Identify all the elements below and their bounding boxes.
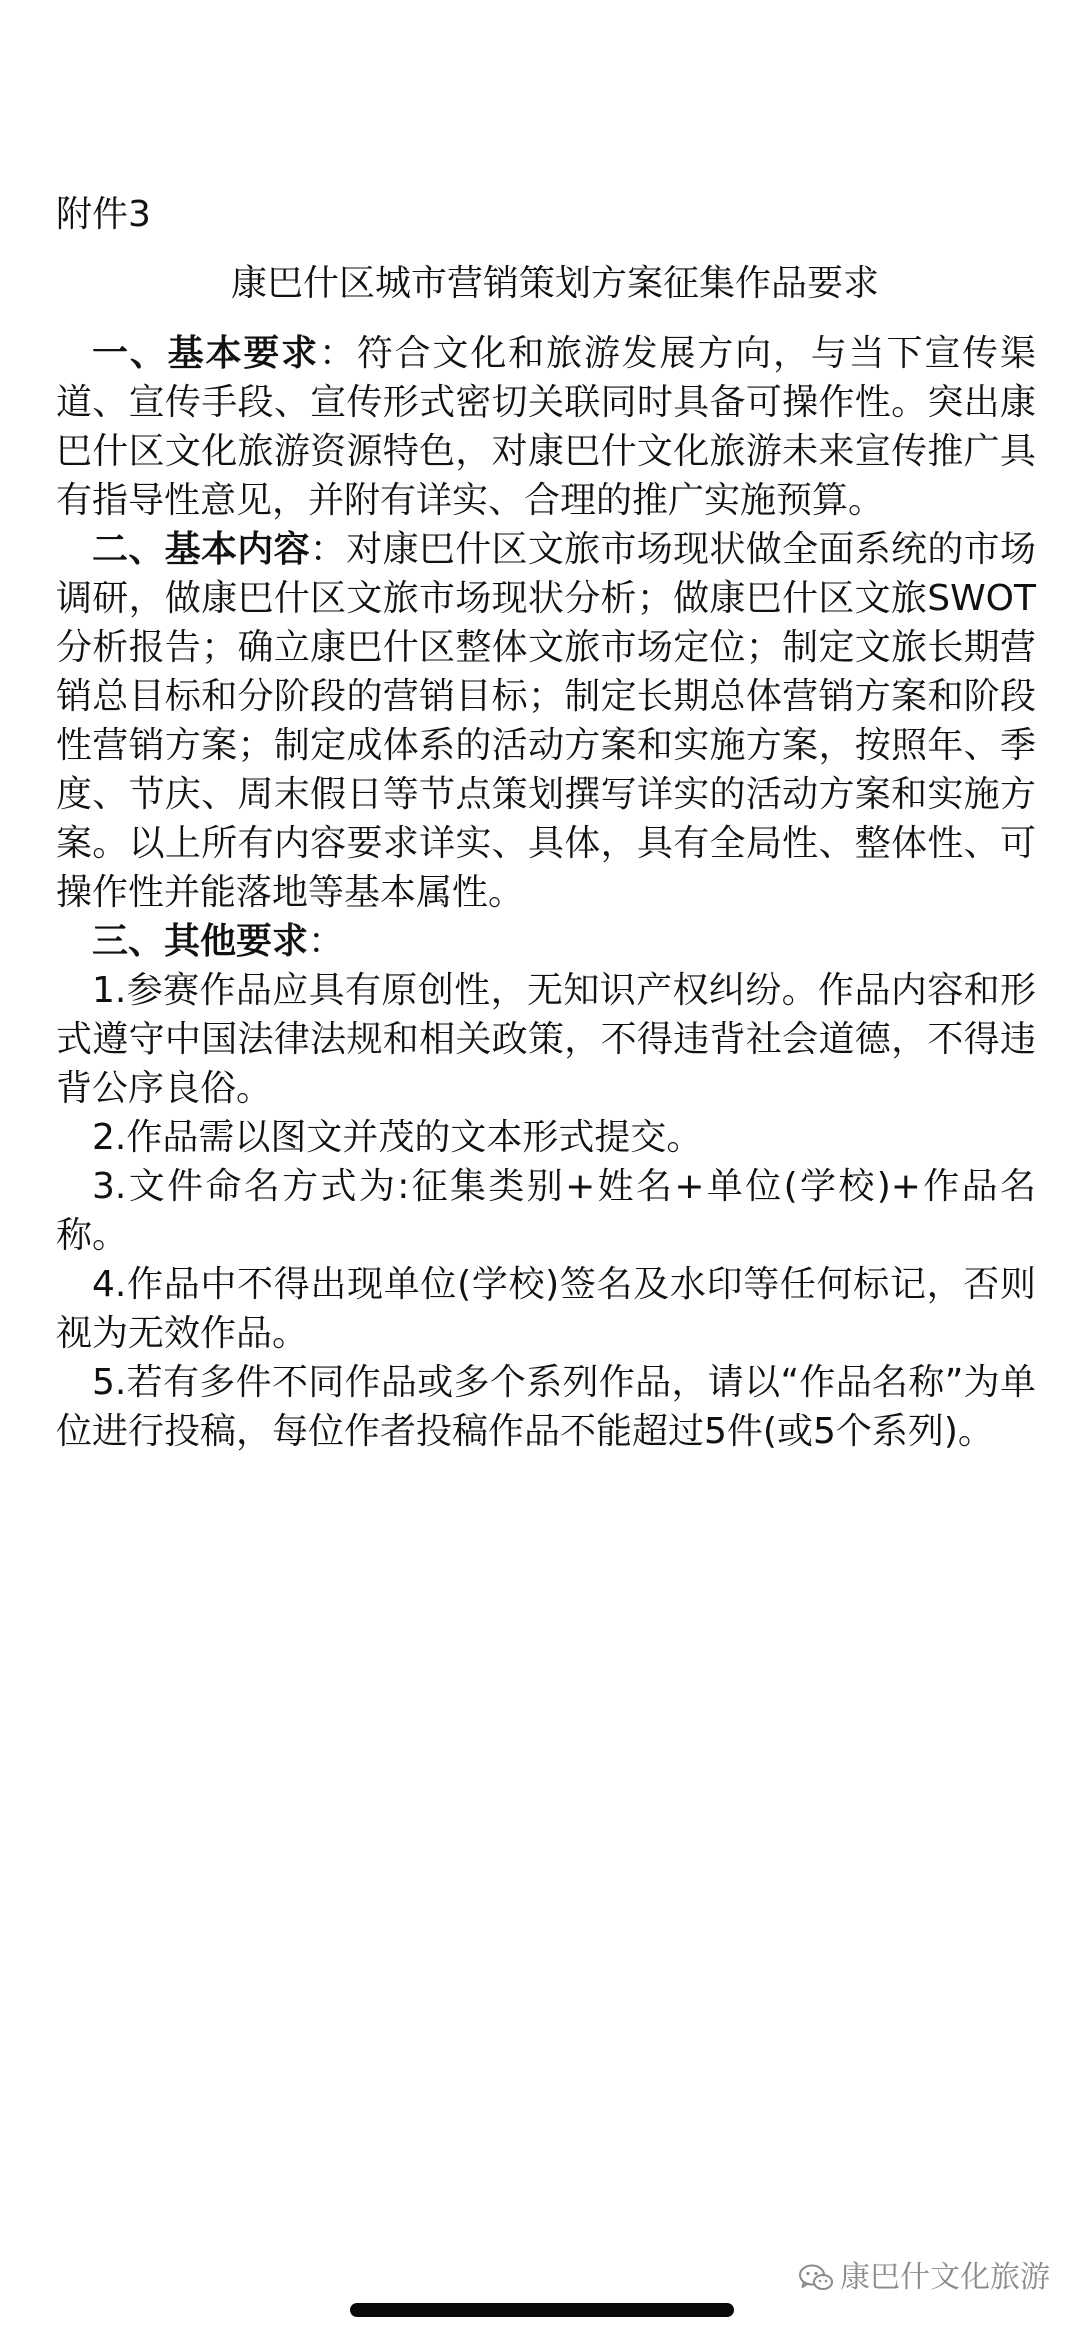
heading-separator: ： bbox=[319, 333, 357, 374]
section-heading: 三、其他要求 bbox=[92, 921, 309, 962]
section-basic-requirements bbox=[56, 329, 1036, 525]
document bbox=[56, 190, 1036, 1456]
attachment-label: 附件3 bbox=[56, 194, 151, 235]
heading-separator: ： bbox=[308, 921, 345, 962]
document-title: 康巴什区城市营销策划方案征集作品要求 bbox=[230, 263, 879, 304]
list-item: 3.文件命名方式为:征集类别+姓名+单位(学校)+作品名称。 bbox=[56, 1166, 1036, 1256]
home-indicator[interactable] bbox=[350, 2303, 734, 2317]
section-heading: 一、基本要求 bbox=[92, 333, 319, 374]
list-item: 1.参赛作品应具有原创性，无知识产权纠纷。作品内容和形式遵守中国法律法规和相关政策，不得违背社会道德，不得违背公序良俗。 bbox=[56, 970, 1036, 1109]
list-item: 4.作品中不得出现单位(学校)签名及水印等任何标记，否则视为无效作品。 bbox=[56, 1264, 1036, 1354]
section-body: 对康巴什区文旅市场现状做全面系统的市场调研，做康巴什区文旅市场现状分析；做康巴什区文旅SWOT分析报告；确立康巴什区整体文旅市场定位；制定文旅长期营销总目标和分阶段的营销目标；制定长期总体营销方案和阶段性营销方案；制定成体系的活动方案和实施方案，按照年、季度、节庆、周末假日等节点策划撰写详实的活动方案和实施方案。以上所有内容要求详实、具体，具有全局性、整体性、可操作性并能落地等基本属性。 bbox=[56, 529, 1036, 913]
heading-separator: ： bbox=[309, 529, 347, 570]
watermark-text: 康巴什文化旅游 bbox=[840, 2260, 1050, 2295]
section-body: 符合文化和旅游发展方向，与当下宣传渠道、宣传手段、宣传形式密切关联同时具备可操作性。突出康巴什区文化旅游资源特色，对康巴什文化旅游未来宣传推广具有指导性意见，并附有详实、合理的推广实施预算。 bbox=[56, 333, 1036, 521]
section-heading: 二、基本内容 bbox=[92, 529, 310, 570]
section-other-requirements bbox=[56, 917, 1036, 966]
watermark bbox=[798, 2258, 1050, 2298]
list-item: 2.作品需以图文并茂的文本形式提交。 bbox=[92, 1117, 703, 1158]
section-basic-content bbox=[56, 525, 1036, 917]
list-item: 5.若有多件不同作品或多个系列作品，请以“作品名称”为单位进行投稿，每位作者投稿作品不能超过5件(或5个系列)。 bbox=[56, 1362, 1036, 1452]
wechat-icon bbox=[798, 2263, 834, 2293]
